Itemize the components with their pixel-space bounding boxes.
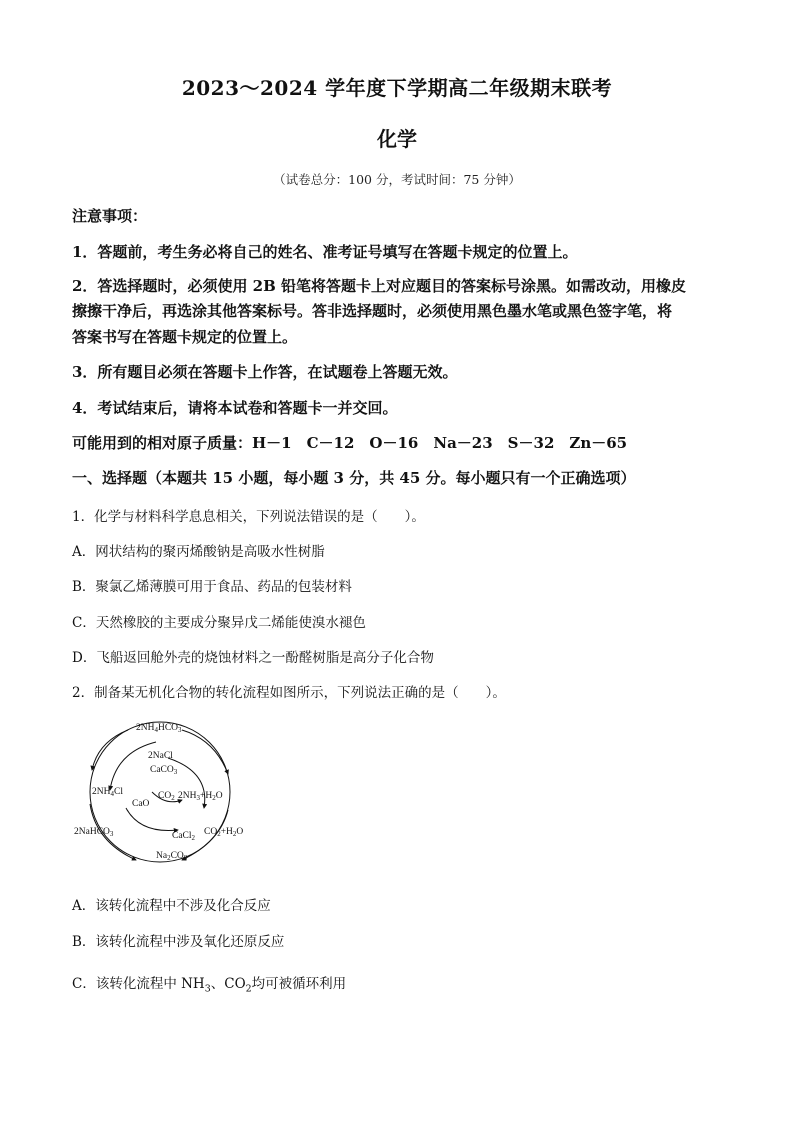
- exam-title: 2023～2024 学年度下学期高二年级期末联考: [181, 76, 613, 100]
- q2-option-c-suffix: 均可被循环利用: [251, 976, 347, 992]
- q2-option-a: A．该转化流程中不涉及化合反应: [72, 898, 271, 914]
- q1-option-a: A．网状结构的聚丙烯酸钠是高吸水性树脂: [72, 544, 325, 560]
- q1-option-c: C．天然橡胶的主要成分聚异戊二烯能使溴水褪色: [72, 615, 366, 631]
- q2-option-c-prefix: C．该转化流程中 NH: [72, 976, 205, 992]
- label-nahco3: 2NaHCO$_3$: [74, 827, 114, 838]
- inner-spiral-3: [126, 808, 178, 831]
- q1-stem: 1．化学与材料科学息息相关，下列说法错误的是（ ）。: [72, 509, 425, 525]
- label-co2: $CO_2$: [158, 791, 175, 802]
- subscript: 3: [204, 983, 211, 995]
- q1-option-d: D．飞船返回舱外壳的烧蚀材料之一酚醛树脂是高分子化合物: [72, 650, 434, 666]
- q2-option-c: [72, 972, 346, 995]
- note-2-line1: 2．答选择题时，必须使用 2B 铅笔将答题卡上对应题目的答案标号涂黑。如需改动，用橡皮: [72, 277, 687, 295]
- arrow-top-right: [182, 730, 228, 774]
- conversion-flow-diagram: [70, 712, 250, 872]
- q2-option-c-mid: 、CO: [210, 976, 246, 992]
- note-2-line2: 擦擦干净后，再选涂其他答案标号。答非选择题时，必须使用黑色墨水笔或黑色签字笔，将: [72, 302, 673, 320]
- note-2-line3: 答案书写在答题卡规定的位置上。: [72, 328, 298, 346]
- atomic-masses: 可能用到的相对原子质量：H－1 C－12 O－16 Na－23 S－32 Zn－65: [72, 434, 628, 452]
- note-3: 3．所有题目必须在答题卡上作答，在试题卷上答题无效。: [72, 363, 458, 381]
- subject-title: 化学: [377, 127, 417, 151]
- q2-stem: 2．制备某无机化合物的转化流程如图所示，下列说法正确的是（ ）。: [72, 685, 506, 701]
- label-cacl2: CaCl$_2$: [172, 831, 196, 842]
- label-na2co3: $Na_2CO_3$: [156, 851, 188, 862]
- label-nh4cl: $2NH_4Cl$: [92, 787, 123, 798]
- note-4: 4．考试结束后，请将本试卷和答题卡一并交回。: [72, 399, 398, 417]
- section-heading: 一、选择题（本题共 15 小题，每小题 3 分，共 45 分。每小题只有一个正确选项）: [72, 469, 636, 487]
- arrow-top-left: [92, 730, 128, 770]
- label-co2-h2o: $CO_2+H_2O$: [204, 827, 244, 838]
- label-cao: CaO: [132, 799, 150, 809]
- label-nh4hco3: $2NH_4HCO_3$: [136, 723, 182, 734]
- note-1: 1．答题前，考生务必将自己的姓名、准考证号填写在答题卡规定的位置上。: [72, 243, 578, 261]
- exam-meta: （试卷总分：100 分，考试时间：75 分钟）: [273, 172, 521, 187]
- q1-option-b: B．聚氯乙烯薄膜可用于食品、药品的包装材料: [72, 579, 352, 595]
- subscript: 2: [245, 983, 252, 995]
- label-caco3: CaCO$_3$: [150, 765, 178, 776]
- label-nacl: 2NaCl: [148, 751, 173, 761]
- label-nh3-h2o: $2NH_3+H_2O$: [178, 791, 223, 802]
- q2-option-b: B．该转化流程中涉及氧化还原反应: [72, 934, 285, 950]
- notes-heading: 注意事项：: [72, 207, 148, 225]
